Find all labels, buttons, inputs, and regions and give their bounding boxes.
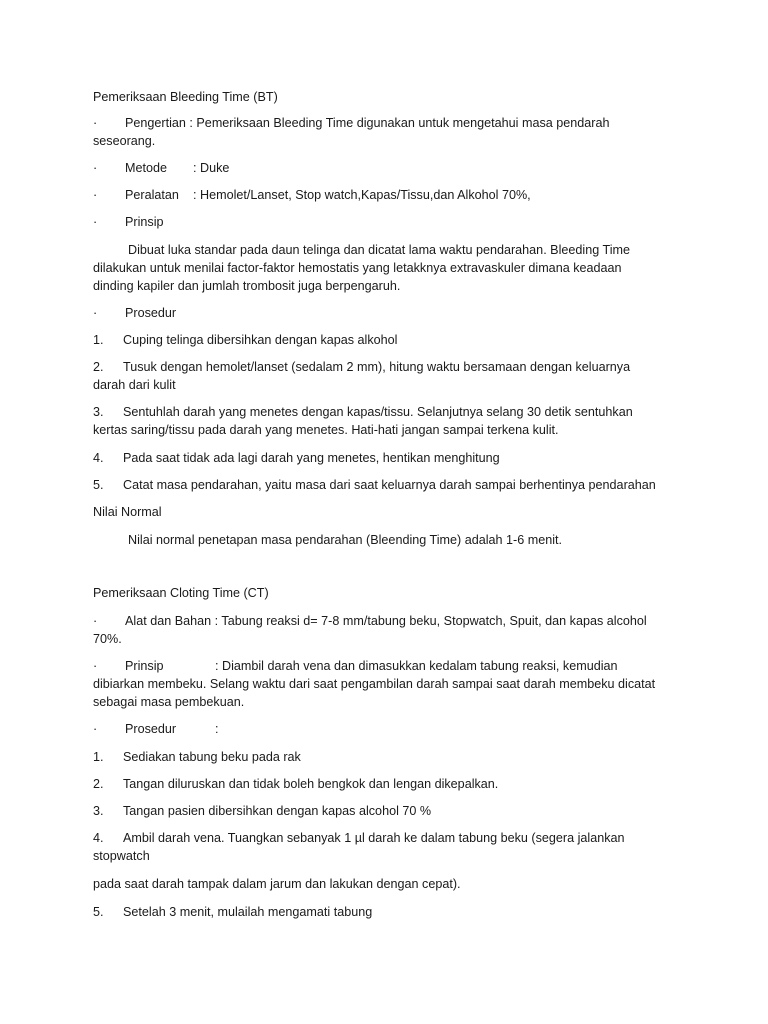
bt-metode [93,159,683,177]
bullet: · [93,659,98,673]
ct-alat-text: Alat dan Bahan : Tabung reaksi d= 7-8 mm/tabung beku, Stopwatch, Spuit, dan kapas alcohol [125,614,647,628]
bt-metode-label: Metode [125,161,168,175]
bt-step-3-cont: kertas saring/tissu pada darah yang menetes. Hati-hati jangan sampai terkena kulit. [93,423,559,437]
step-number: 5. [93,905,104,919]
bt-step-2 [93,358,683,376]
bt-step-5 [93,476,683,494]
bt-pengertian-cont: seseorang. [93,134,156,148]
step-number: 5. [93,478,104,492]
ct-prosedur [93,720,683,738]
bt-step-3 [93,403,683,421]
bt-prinsip-label: Prinsip [125,215,164,229]
ct-step-4-cont: stopwatch [93,849,150,863]
step-text: Setelah 3 menit, mulailah mengamati tabung [123,905,373,919]
step-text: Cuping telinga dibersihkan dengan kapas alkohol [123,333,398,347]
bullet: · [93,306,98,320]
nilai-normal-text: Nilai normal penetapan masa pendarahan (Bleending Time) adalah 1-6 menit. [128,533,563,547]
step-number: 2. [93,360,104,374]
bt-pengertian [93,114,683,132]
ct-prinsip-label: Prinsip [125,659,164,673]
bullet: · [93,215,98,229]
bt-peralatan [93,186,683,204]
bt-heading: Pemeriksaan Bleeding Time (BT) [93,90,278,104]
ct-prosedur-label: Prosedur [125,722,177,736]
ct-prinsip-cont-1: dibiarkan membeku. Selang waktu dari saat pengambilan darah sampai saat darah membeku dicatat [93,677,656,691]
step-text: Catat masa pendarahan, yaitu masa dari saat keluarnya darah sampai berhentinya pendarahan [123,478,656,492]
ct-step-2 [93,775,683,793]
bt-prinsip [93,213,683,231]
bt-step-2-cont: darah dari kulit [93,378,176,392]
bt-prinsip-line-1: Dibuat luka standar pada daun telinga dan dicatat lama waktu pendarahan. Bleeding Time [128,243,630,257]
bullet: · [93,188,98,202]
bt-prinsip-line-2: dilakukan untuk menilai factor-faktor hemostatis yang letakknya extravaskuler dimana keadaan [93,261,622,275]
step-text: Sentuhlah darah yang menetes dengan kapas/tissu. Selanjutnya selang 30 detik sentuhkan [123,405,633,419]
ct-prinsip-text: : Diambil darah vena dan dimasukkan kedalam tabung reaksi, kemudian [215,659,618,673]
step-text: Ambil darah vena. Tuangkan sebanyak 1 µl darah ke dalam tabung beku (segera jalankan [123,831,625,845]
ct-prinsip-cont-2: sebagai masa pembekuan. [93,695,245,709]
step-number: 3. [93,405,104,419]
step-text: Tangan pasien dibersihkan dengan kapas alcohol 70 % [123,804,432,818]
ct-alat-cont: 70%. [93,632,122,646]
bullet: · [93,614,98,628]
bt-step-1 [93,331,683,349]
step-text: Tusuk dengan hemolet/lanset (sedalam 2 mm), hitung waktu bersamaan dengan keluarnya [123,360,631,374]
ct-step-1 [93,748,683,766]
step-number: 4. [93,831,104,845]
step-number: 1. [93,750,104,764]
ct-step-5 [93,903,683,921]
step-text: Sediakan tabung beku pada rak [123,750,301,764]
bt-step-4 [93,449,683,467]
ct-prosedur-colon: : [215,722,219,736]
ct-prinsip [93,657,683,675]
step-number: 3. [93,804,104,818]
nilai-normal-heading: Nilai Normal [93,505,162,519]
step-number: 1. [93,333,104,347]
bt-pengertian-text: Pengertian : Pemeriksaan Bleeding Time digunakan untuk mengetahui masa pendarah [125,116,610,130]
bullet: · [93,161,98,175]
bt-prosedur-label: Prosedur [125,306,177,320]
bt-prosedur [93,304,683,322]
step-text: Pada saat tidak ada lagi darah yang menetes, hentikan menghitung [123,451,500,465]
bt-metode-value: : Duke [193,161,230,175]
ct-alat [93,612,683,630]
ct-step-4 [93,829,683,847]
step-text: Tangan diluruskan dan tidak boleh bengkok dan lengan dikepalkan. [123,777,499,791]
ct-step-3 [93,802,683,820]
step-number: 4. [93,451,104,465]
bullet: · [93,722,98,736]
bt-prinsip-line-3: dinding kapiler dan jumlah trombosit juga berpengaruh. [93,279,401,293]
step-number: 2. [93,777,104,791]
bt-peralatan-value: : Hemolet/Lanset, Stop watch,Kapas/Tissu,dan Alkohol 70%, [193,188,531,202]
ct-step-4-continuation: pada saat darah tampak dalam jarum dan lakukan dengan cepat). [93,877,461,891]
bt-peralatan-label: Peralatan [125,188,179,202]
ct-heading: Pemeriksaan Cloting Time (CT) [93,586,269,600]
bullet: · [93,116,98,130]
